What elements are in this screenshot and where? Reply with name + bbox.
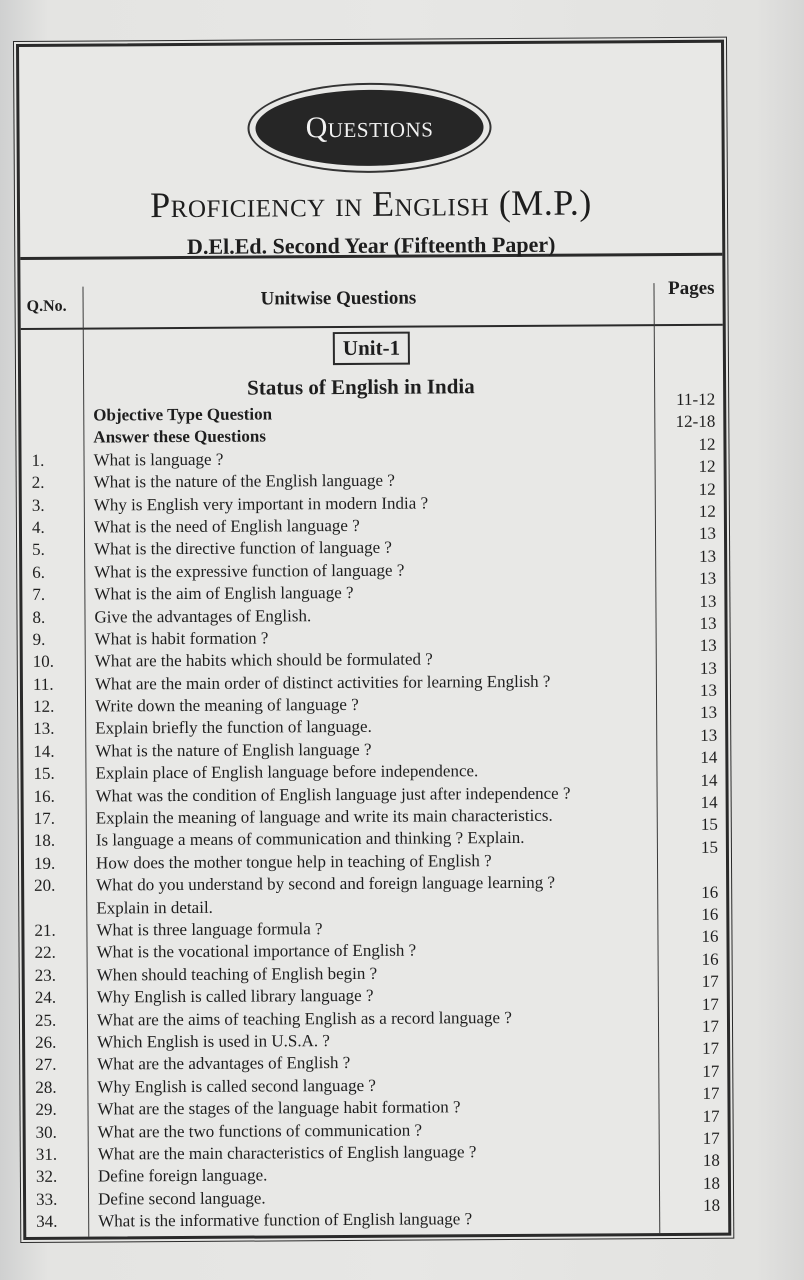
page-number: 17 xyxy=(702,1061,720,1081)
page-number: 16 xyxy=(701,882,719,902)
question-number: 8. xyxy=(32,607,46,627)
question-text: What are the aims of teaching English as a record language ? xyxy=(96,1007,512,1030)
question-text: What are the main order of distinct activities for learning English ? xyxy=(94,671,551,694)
page-number: 12-18 xyxy=(675,412,716,432)
question-text: What is the need of English language ? xyxy=(93,515,360,537)
question-number: 6. xyxy=(32,562,46,582)
question-text: Is language a means of communication and thinking ? Explain. xyxy=(95,828,525,850)
question-number: 9. xyxy=(32,629,46,649)
page-number: 16 xyxy=(701,904,719,924)
question-text: Answer these Questions xyxy=(93,426,266,447)
question-number: 22. xyxy=(34,943,56,963)
question-number: 34. xyxy=(36,1211,58,1231)
question-number: 10. xyxy=(32,652,55,672)
question-text: Why English is called second language ? xyxy=(97,1075,376,1097)
questions-badge xyxy=(247,82,492,173)
page-number: 17 xyxy=(702,1083,720,1103)
question-number: 1. xyxy=(31,450,45,470)
question-text: Explain the meaning of language and write its main characteristics. xyxy=(95,805,553,828)
question-number: 33. xyxy=(35,1189,58,1209)
page-number: 14 xyxy=(700,792,718,812)
table-header xyxy=(20,256,722,330)
question-text: What are the two functions of communication ? xyxy=(97,1120,423,1142)
question-text: What is three language formula ? xyxy=(96,919,323,940)
question-text: What was the condition of English language just after independence ? xyxy=(95,783,571,806)
page-number: 13 xyxy=(699,658,717,678)
page-title: Proficiency in English (M.P.) xyxy=(150,182,592,226)
page-number: 12 xyxy=(698,456,716,477)
unit-title: Status of English in India xyxy=(247,374,475,400)
question-number: 15. xyxy=(33,764,55,784)
question-text: What is habit formation ? xyxy=(94,628,269,649)
question-number: 25. xyxy=(34,1010,57,1030)
book-page xyxy=(16,40,731,1240)
page-number: 18 xyxy=(702,1151,720,1171)
question-text: Define second language. xyxy=(97,1188,266,1209)
page-number: 13 xyxy=(699,568,717,588)
question-number: 7. xyxy=(32,584,46,605)
question-text: What is the vocational importance of English ? xyxy=(96,940,417,962)
page-number: 18 xyxy=(703,1195,721,1215)
question-number: 11. xyxy=(32,674,54,694)
question-number: 18. xyxy=(33,831,56,851)
question-text: Give the advantages of English. xyxy=(94,605,312,627)
question-number: 2. xyxy=(31,473,45,493)
question-number: 16. xyxy=(33,786,55,806)
question-number: 4. xyxy=(31,517,45,537)
question-text: What is the aim of English language ? xyxy=(94,583,354,604)
page-number: 13 xyxy=(699,636,717,656)
question-number: 28. xyxy=(35,1077,57,1097)
page-number: 13 xyxy=(699,613,717,633)
page-number: 18 xyxy=(702,1173,721,1193)
page-number: 13 xyxy=(699,680,718,700)
question-text: Why is English very important in modern India ? xyxy=(93,493,429,515)
question-number: 23. xyxy=(34,965,56,985)
page-number: 17 xyxy=(701,971,719,991)
page-number: 14 xyxy=(700,770,718,790)
question-number: 31. xyxy=(35,1144,58,1164)
page-number: 17 xyxy=(701,994,719,1014)
page-subtitle: D.El.Ed. Second Year (Fifteenth Paper) xyxy=(186,231,556,259)
page-number: 13 xyxy=(699,591,717,611)
page-number: 17 xyxy=(702,1106,720,1126)
page-number: 13 xyxy=(699,546,717,566)
page-number: 13 xyxy=(698,524,717,544)
page-number: 17 xyxy=(701,1016,720,1036)
badge-label: Questions xyxy=(255,89,483,166)
question-text: Write down the meaning of language ? xyxy=(94,694,359,716)
column-questions: Unitwise Questions xyxy=(260,287,417,310)
question-number: 20. xyxy=(34,875,56,896)
question-text: What are the advantages of English ? xyxy=(97,1053,351,1074)
page-number: 14 xyxy=(700,747,718,768)
question-number: 17. xyxy=(33,808,56,828)
question-text: Explain place of English language before independence. xyxy=(95,761,479,783)
question-number: 12. xyxy=(32,696,55,716)
question-text: What are the stages of the language habit formation ? xyxy=(97,1097,461,1119)
question-text: What do you understand by second and foreign language learning ? xyxy=(96,872,556,895)
question-text: How does the mother tongue help in teaching of English ? xyxy=(95,850,492,873)
page-number: 13 xyxy=(700,703,718,723)
question-number: 29. xyxy=(35,1099,57,1120)
question-text: Explain briefly the function of language. xyxy=(95,717,372,738)
question-text: What is language ? xyxy=(93,449,224,470)
question-number: 32. xyxy=(35,1167,58,1187)
page-number: 16 xyxy=(701,949,719,969)
page-number: 11-12 xyxy=(676,389,716,409)
page-number: 16 xyxy=(701,927,719,947)
question-number: 26. xyxy=(35,1032,57,1052)
question-text: Define foreign language. xyxy=(97,1165,268,1186)
page-number: 12 xyxy=(698,479,716,499)
question-number: 21. xyxy=(34,920,56,940)
question-number: 19. xyxy=(33,853,56,873)
page-number: 12 xyxy=(698,501,716,521)
question-text: What are the main characteristics of English language ? xyxy=(97,1142,477,1164)
page-number: 15 xyxy=(700,837,718,857)
question-text: Explain in detail. xyxy=(96,897,213,918)
page-header xyxy=(19,43,722,260)
question-text: Which English is used in U.S.A. ? xyxy=(97,1031,330,1052)
question-text: What is the directive function of language ? xyxy=(94,538,393,559)
question-text: What is the nature of the English language ? xyxy=(93,470,395,492)
column-pages: Pages xyxy=(668,277,715,300)
question-number: 5. xyxy=(32,540,45,560)
question-text: Why English is called library language ? xyxy=(96,985,374,1007)
page-number: 17 xyxy=(702,1128,720,1148)
page-number: 12 xyxy=(698,434,716,454)
question-number: 27. xyxy=(35,1055,57,1075)
question-number: 14. xyxy=(33,741,55,761)
question-number: 13. xyxy=(33,719,55,739)
question-number: 3. xyxy=(31,495,45,515)
question-text: What is the nature of English language ? xyxy=(95,739,372,761)
question-number: 30. xyxy=(35,1122,57,1142)
page-number: 13 xyxy=(700,725,718,745)
question-list xyxy=(21,389,728,1234)
question-text: What are the habits which should be formulated ? xyxy=(94,649,433,671)
question-text: Objective Type Question xyxy=(93,404,273,425)
question-text: What is the informative function of English language ? xyxy=(98,1209,473,1231)
column-qno: Q.No. xyxy=(26,297,67,315)
question-number: 24. xyxy=(34,987,57,1008)
question-text: When should teaching of English begin ? xyxy=(96,963,378,985)
unit-label: Unit-1 xyxy=(333,332,410,365)
page-number: 17 xyxy=(702,1039,720,1059)
question-text: What is the expressive function of language ? xyxy=(94,560,405,582)
page-number: 15 xyxy=(700,815,718,835)
